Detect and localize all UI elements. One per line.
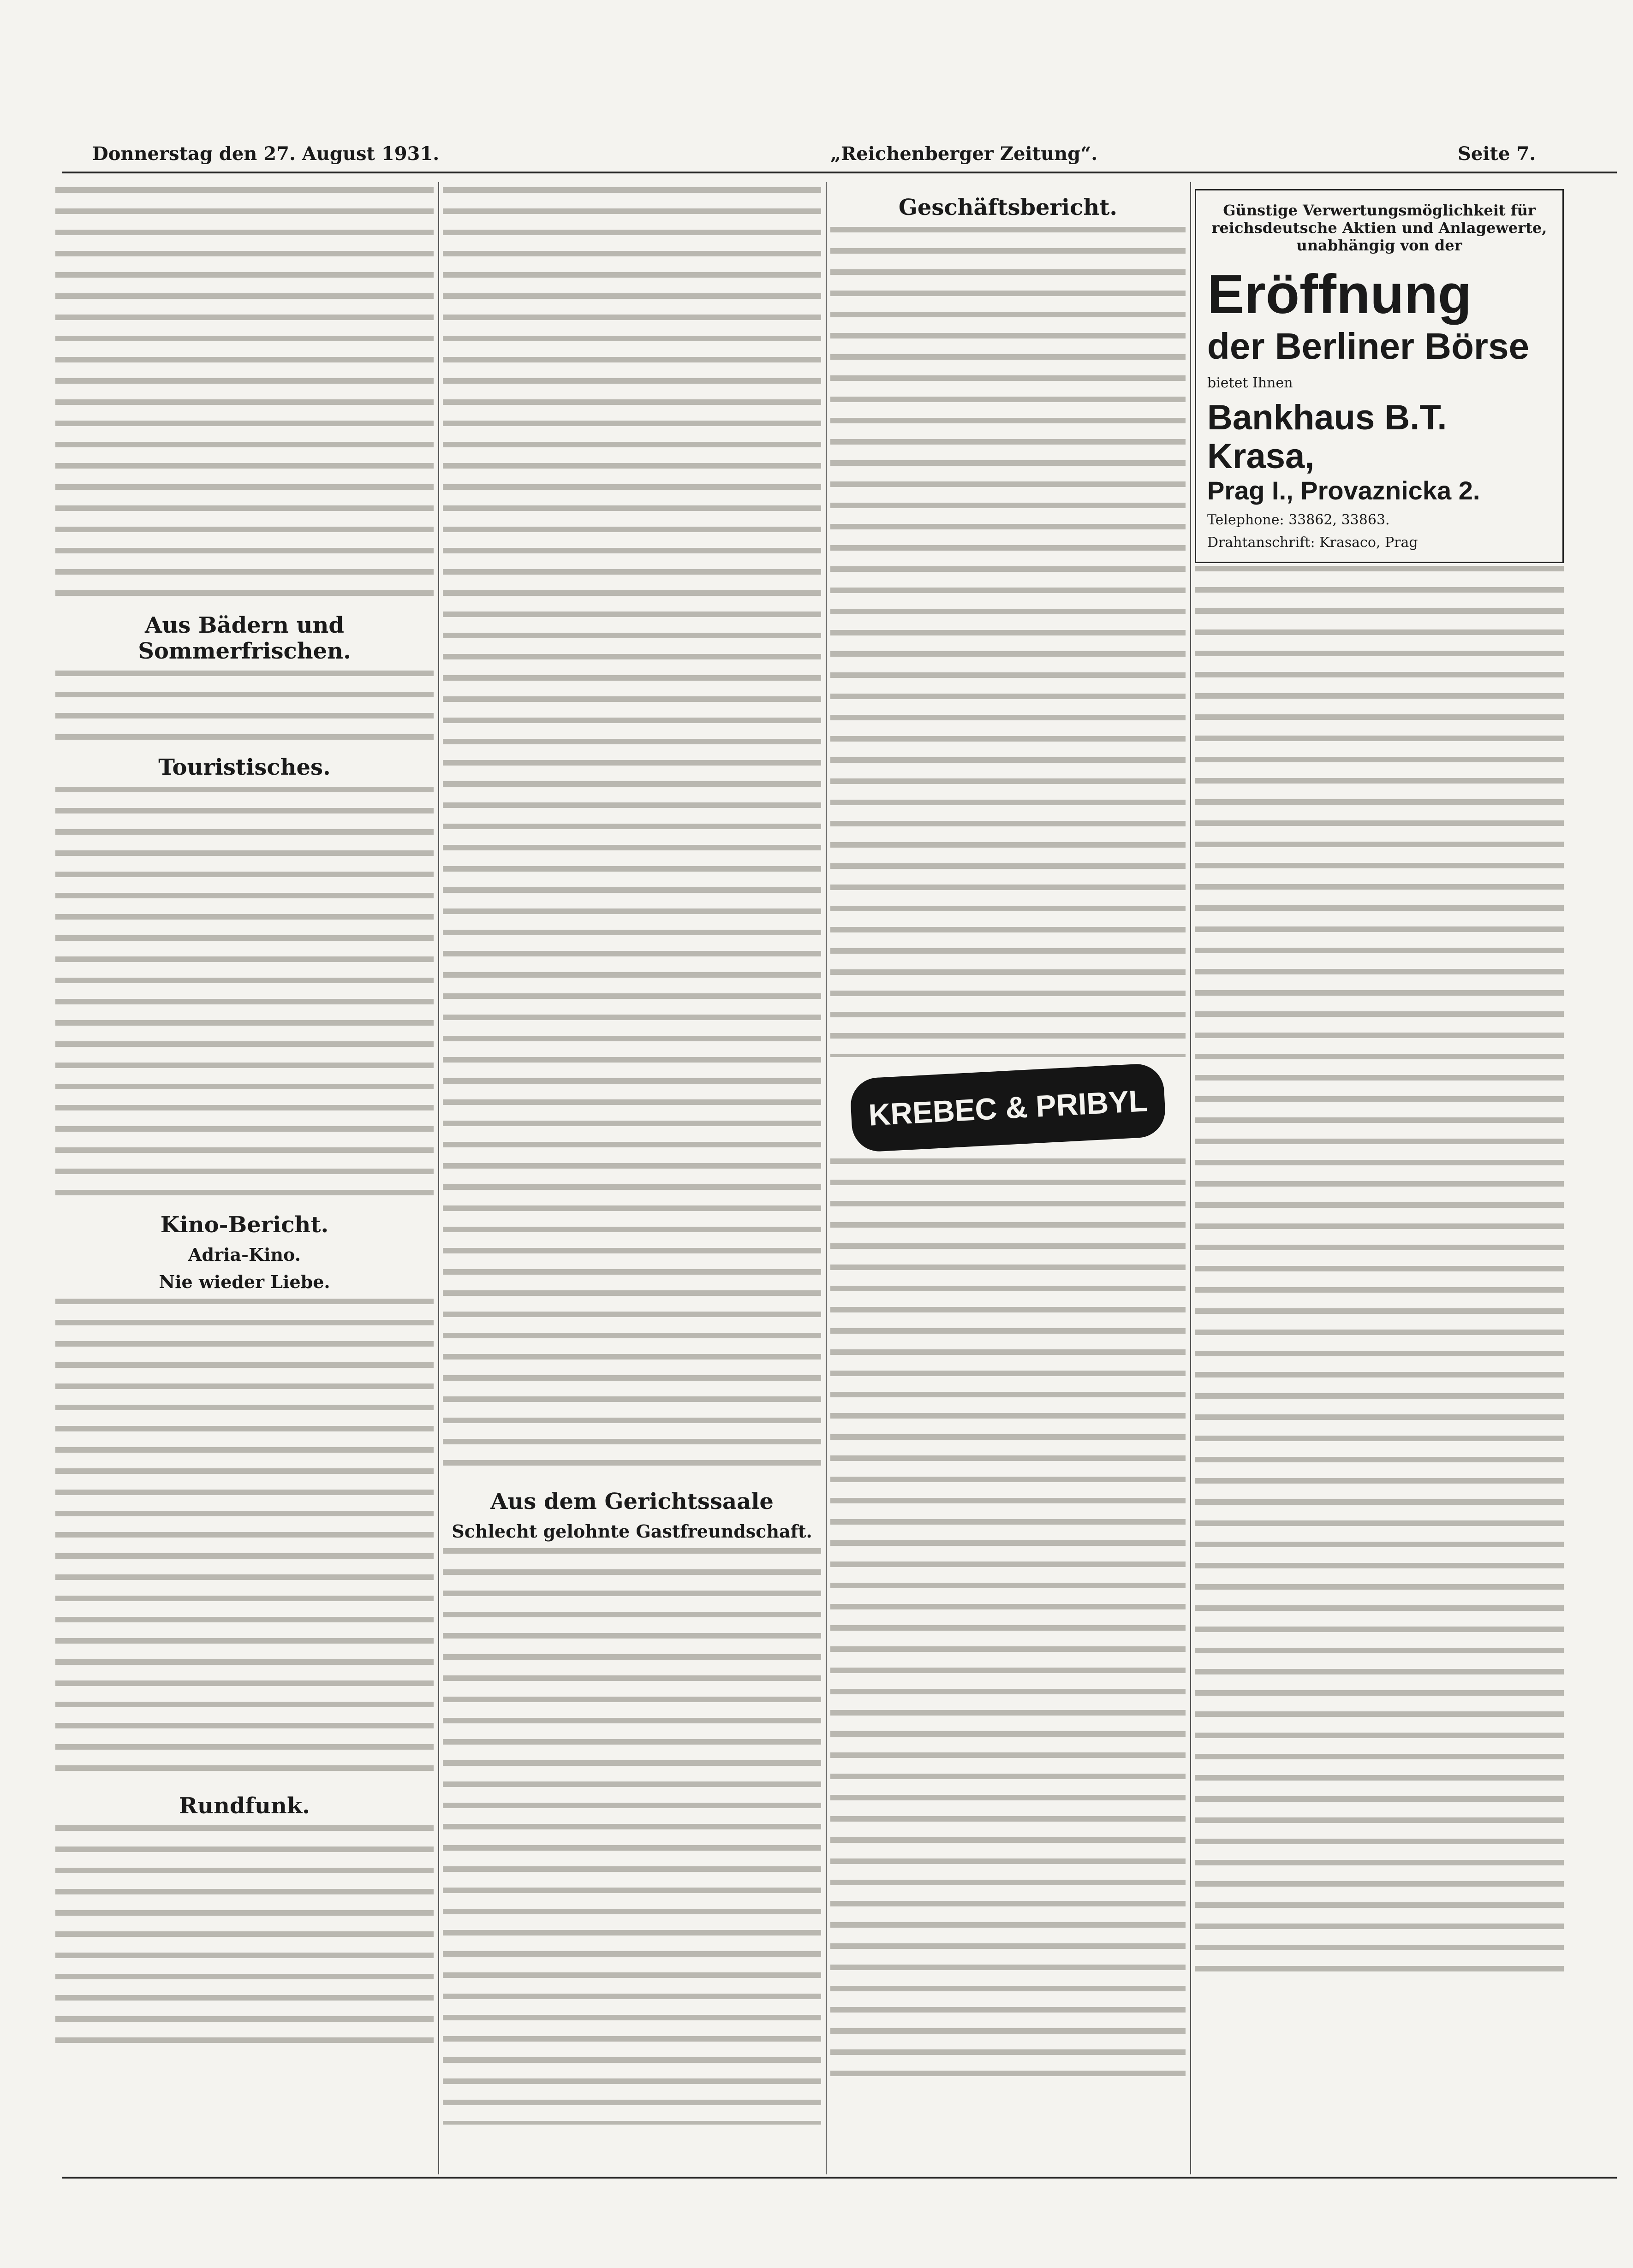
body-text-block bbox=[1195, 566, 1564, 1972]
body-text-block bbox=[443, 187, 821, 1478]
column-2 bbox=[443, 184, 821, 2186]
column-1 bbox=[55, 184, 434, 2186]
ad-intro: Günstige Verwertungsmöglichkeit für reichsdeutsche Aktien und Anlagewerte, unabhängig von der bbox=[1211, 202, 1547, 254]
ad-headline: Eröffnung bbox=[1207, 263, 1472, 325]
ad-subheadline: der Berliner Börse bbox=[1207, 326, 1530, 367]
ad-phone: Telephone: 33862, 33863. bbox=[1207, 512, 1390, 528]
bank-advertisement bbox=[1195, 189, 1564, 563]
masthead: „Reichenberger Zeitung“. bbox=[830, 143, 1098, 165]
subheadline: Schlecht gelohnte Gastfreundschaft. bbox=[452, 1521, 812, 1542]
column-divider bbox=[438, 182, 439, 2174]
body-text-block bbox=[55, 671, 434, 744]
headline: Touristisches. bbox=[158, 754, 331, 780]
film-title: Nie wieder Liebe. bbox=[159, 1271, 330, 1292]
body-text-block bbox=[55, 1825, 434, 2056]
body-text-block bbox=[55, 787, 434, 1202]
ad-telegraph: Drahtanschrift: Krasaco, Prag bbox=[1207, 534, 1418, 551]
header-date: Donnerstag den 27. August 1931. bbox=[92, 143, 440, 165]
body-text-block bbox=[55, 1299, 434, 1783]
body-text-block bbox=[830, 227, 1186, 1057]
ad-offer: bietet Ihnen bbox=[1207, 375, 1293, 391]
headline: Aus Bädern und Sommerfrischen. bbox=[138, 612, 351, 664]
column-3 bbox=[830, 184, 1186, 2186]
ad-address: Prag I., Provaznicka 2. bbox=[1207, 476, 1480, 505]
body-text-block bbox=[443, 1548, 821, 2125]
body-text-block bbox=[830, 1158, 1186, 2081]
headline: Kino-Bericht. bbox=[160, 1212, 329, 1238]
page-number: Seite 7. bbox=[1458, 143, 1536, 165]
ad-bank-name: Bankhaus B.T. Krasa, bbox=[1207, 398, 1447, 476]
subheadline: Adria-Kino. bbox=[188, 1244, 301, 1265]
headline: Aus dem Gerichtssaale bbox=[490, 1489, 774, 1514]
headline: Rundfunk. bbox=[179, 1793, 310, 1819]
column-divider bbox=[1190, 182, 1191, 2174]
stamp-imprint: KREBEC & PRIBYL bbox=[849, 1063, 1166, 1152]
headline: Geschäftsbericht. bbox=[898, 195, 1118, 220]
column-divider bbox=[826, 182, 827, 2174]
header-rule bbox=[62, 172, 1617, 173]
body-text-block bbox=[55, 187, 434, 602]
column-4 bbox=[1195, 184, 1564, 2186]
